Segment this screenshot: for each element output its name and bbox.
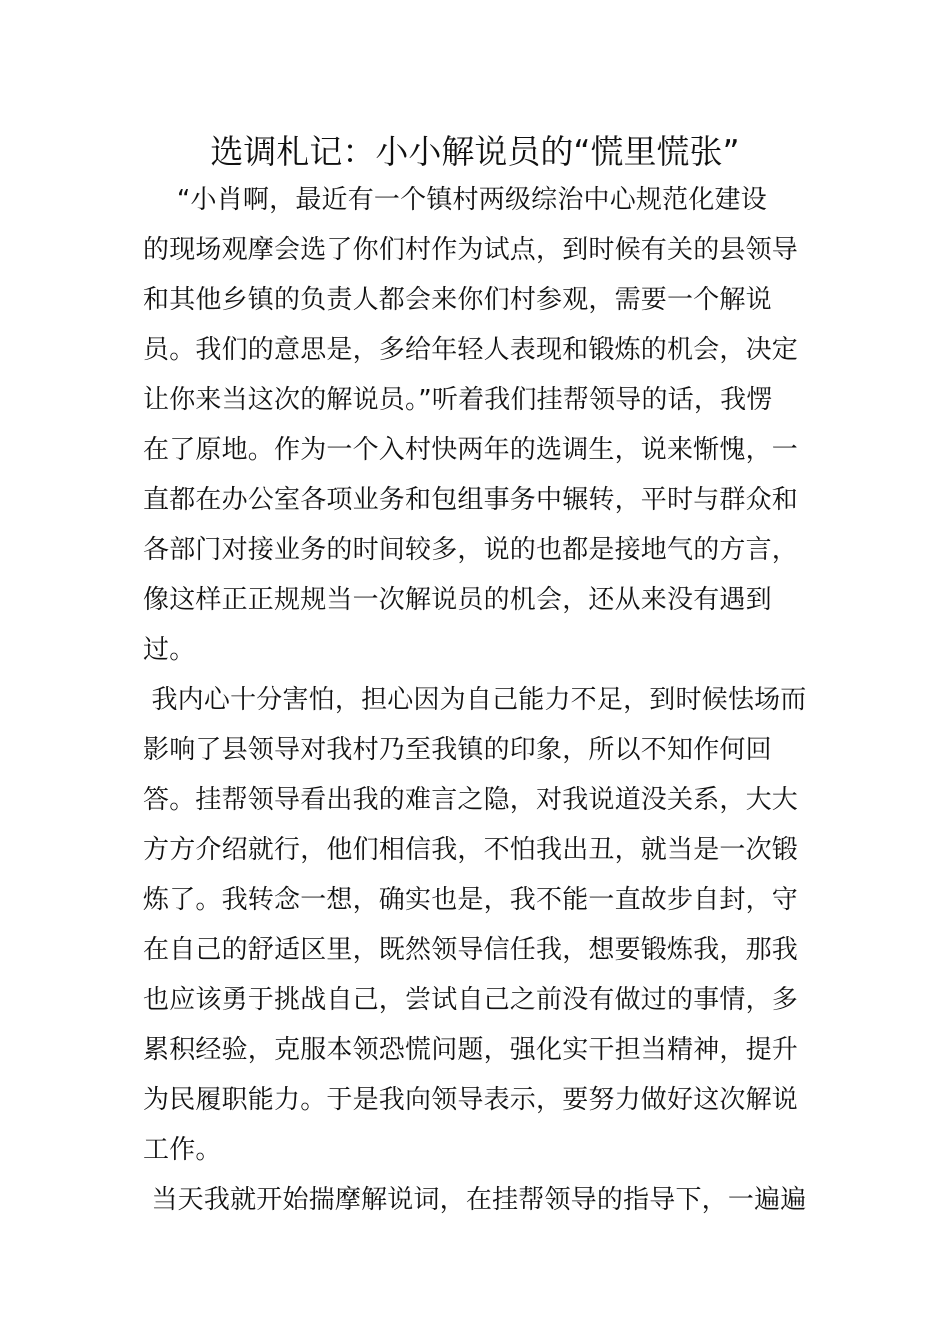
text-line: 各部门对接业务的时间较多，说的也都是接地气的方言，	[143, 535, 799, 565]
text-line: 和其他乡镇的负责人都会来你们村参观，需要一个解说	[143, 285, 772, 315]
text-line: 工作。	[143, 1135, 222, 1165]
text-line: 影响了县领导对我村乃至我镇的印象，所以不知作何回	[143, 735, 772, 765]
text-line: 像这样正正规规当一次解说员的机会，还从来没有遇到	[143, 585, 772, 615]
text-line: 为民履职能力。于是我向领导表示，要努力做好这次解说	[143, 1085, 799, 1115]
text-line: 过。	[143, 635, 196, 665]
text-line: 直都在办公室各项业务和包组事务中辗转，平时与群众和	[143, 485, 799, 515]
text-line: 的现场观摩会选了你们村作为试点，到时候有关的县领导	[143, 235, 799, 265]
text-line: 员。我们的意思是，多给年轻人表现和锻炼的机会，决定	[143, 335, 799, 365]
text-line: 我内心十分害怕，担心因为自己能力不足，到时候怯场而	[143, 685, 807, 715]
page-title: 选调札记：小小解说员的“慌里慌张”	[210, 132, 740, 171]
text-line: “小肖啊，最近有一个镇村两级综治中心规范化建设	[143, 185, 767, 215]
text-line: 在自己的舒适区里，既然领导信任我，想要锻炼我，那我	[143, 935, 799, 965]
text-line: 在了原地。作为一个入村快两年的选调生，说来惭愧，一	[143, 435, 799, 465]
text-line: 方方介绍就行，他们相信我，不怕我出丑，就当是一次锻	[143, 835, 799, 865]
text-line: 也应该勇于挑战自己，尝试自己之前没有做过的事情，多	[143, 985, 799, 1015]
text-line: 答。挂帮领导看出我的难言之隐，对我说道没关系，大大	[143, 785, 799, 815]
text-line: 炼了。我转念一想，确实也是，我不能一直故步自封，守	[143, 885, 799, 915]
text-line: 累积经验，克服本领恐慌问题，强化实干担当精神，提升	[143, 1035, 799, 1065]
text-line: 当天我就开始揣摩解说词，在挂帮领导的指导下，一遍遍	[143, 1185, 807, 1215]
text-line: 让你来当这次的解说员。”听着我们挂帮领导的话，我愣	[143, 385, 773, 415]
